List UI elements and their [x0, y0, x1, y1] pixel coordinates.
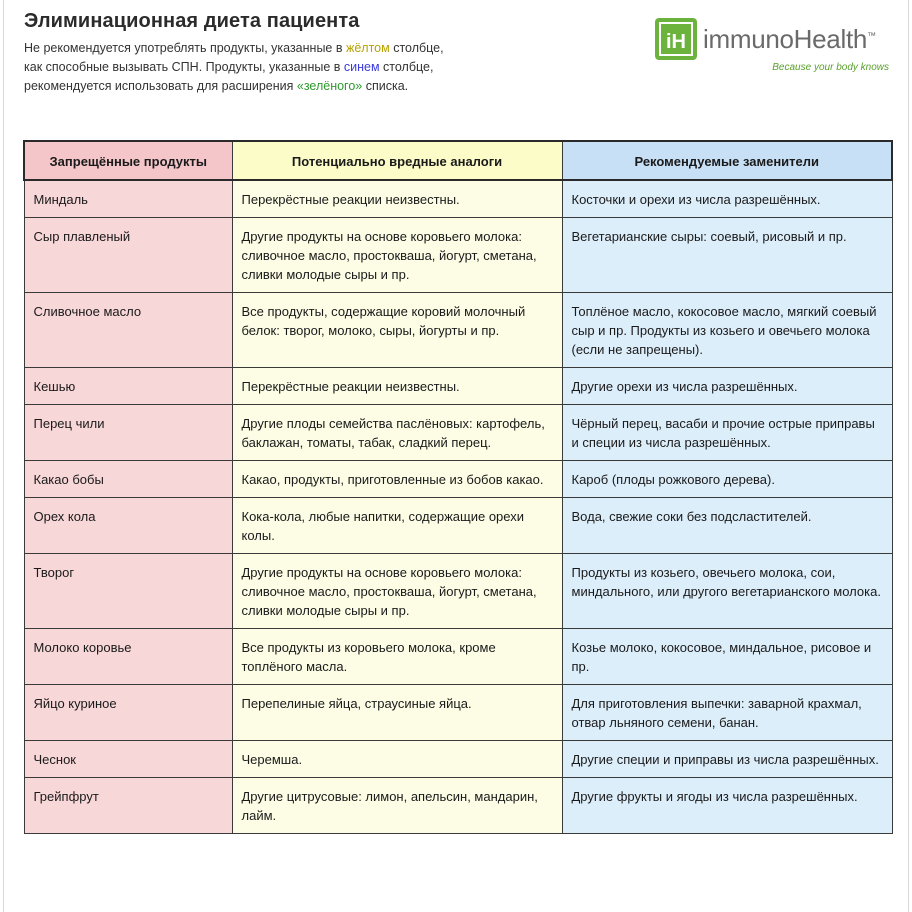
harmful-analog-cell: Другие плоды семейства паслёновых: картофель, баклажан, томаты, табак, сладкий перец.: [232, 405, 562, 461]
table-row: [24, 405, 892, 461]
harmful-analog-cell: Черемша.: [232, 741, 562, 778]
recommended-substitute-cell: Продукты из козьего, овечьего молока, сои, миндального, или другого вегетарианского молока.: [562, 554, 892, 629]
table-row: [24, 180, 892, 218]
harmful-analog-cell: Кока-кола, любые напитки, содержащие орехи колы.: [232, 498, 562, 554]
intro-line2-end: столбце,: [379, 60, 434, 74]
intro-text: [24, 39, 584, 96]
forbidden-product-cell: Миндаль: [24, 180, 232, 218]
table-row: [24, 368, 892, 405]
recommended-substitute-cell: Козье молоко, кокосовое, миндальное, рисовое и пр.: [562, 629, 892, 685]
immunohealth-logo: [655, 18, 895, 78]
recommended-substitute-cell: Вода, свежие соки без подсластителей.: [562, 498, 892, 554]
intro-line1-start: Не рекомендуется употреблять продукты, указанные в: [24, 41, 346, 55]
logo-tagline: Because your body knows: [772, 62, 889, 73]
harmful-analog-cell: Другие продукты на основе коровьего молока: сливочное масло, простокваша, йогурт, сметана, сливки молодые сыры и пр.: [232, 218, 562, 293]
harmful-analog-cell: Другие цитрусовые: лимон, апельсин, мандарин, лайм.: [232, 778, 562, 834]
logo-brand-name: [703, 24, 876, 55]
recommended-substitute-cell: Для приготовления выпечки: заварной крахмал, отвар льняного семени, банан.: [562, 685, 892, 741]
recommended-substitute-cell: Косточки и орехи из числа разрешённых.: [562, 180, 892, 218]
header-forbidden-products: Запрещённые продукты: [24, 141, 232, 180]
intro-line3-start: рекомендуется использовать для расширения: [24, 79, 297, 93]
harmful-analog-cell: Перепелиные яйца, страусиные яйца.: [232, 685, 562, 741]
harmful-analog-cell: Все продукты, содержащие коровий молочный белок: творог, молоко, сыры, йогурты и пр.: [232, 293, 562, 368]
forbidden-product-cell: Перец чили: [24, 405, 232, 461]
ih-logo-mark-icon: [655, 18, 697, 60]
forbidden-product-cell: Кешью: [24, 368, 232, 405]
table-row: [24, 685, 892, 741]
recommended-substitute-cell: Другие фрукты и ягоды из числа разрешённых.: [562, 778, 892, 834]
forbidden-product-cell: Творог: [24, 554, 232, 629]
intro-yellow-word: жёлтом: [345, 41, 390, 55]
elimination-diet-table: [23, 140, 893, 834]
intro-line1-end: столбце,: [389, 41, 444, 55]
recommended-substitute-cell: Кароб (плоды рожкового дерева).: [562, 461, 892, 498]
logo-mark-letters: iH: [666, 31, 686, 53]
table-row: [24, 778, 892, 834]
table-header-row: [24, 141, 892, 180]
logo-brand: immunoHealth: [703, 24, 868, 54]
recommended-substitute-cell: Другие специи и приправы из числа разрешённых.: [562, 741, 892, 778]
table-row: [24, 461, 892, 498]
recommended-substitute-cell: Вегетарианские сыры: соевый, рисовый и пр.: [562, 218, 892, 293]
header-recommended-substitutes: Рекомендуемые заменители: [562, 141, 892, 180]
table-row: [24, 629, 892, 685]
forbidden-product-cell: Какао бобы: [24, 461, 232, 498]
forbidden-product-cell: Орех кола: [24, 498, 232, 554]
recommended-substitute-cell: Топлёное масло, кокосовое масло, мягкий соевый сыр и пр. Продукты из козьего и овечьего молока (если не запрещены).: [562, 293, 892, 368]
recommended-substitute-cell: Чёрный перец, васаби и прочие острые приправы и специи из числа разрешённых.: [562, 405, 892, 461]
forbidden-product-cell: Молоко коровье: [24, 629, 232, 685]
forbidden-product-cell: Чеснок: [24, 741, 232, 778]
harmful-analog-cell: Другие продукты на основе коровьего молока: сливочное масло, простокваша, йогурт, сметана, сливки молодые сыры и пр.: [232, 554, 562, 629]
forbidden-product-cell: Грейпфрут: [24, 778, 232, 834]
table-row: [24, 554, 892, 629]
recommended-substitute-cell: Другие орехи из числа разрешённых.: [562, 368, 892, 405]
harmful-analog-cell: Перекрёстные реакции неизвестны.: [232, 368, 562, 405]
intro-line3-end: списка.: [362, 79, 409, 93]
intro-line2-start: как способные вызывать СПН. Продукты, указанные в: [24, 60, 344, 74]
forbidden-product-cell: Яйцо куриное: [24, 685, 232, 741]
table-row: [24, 218, 892, 293]
page-title: Элиминационная диета пациента: [24, 10, 360, 32]
logo-trademark: ™: [867, 30, 876, 41]
harmful-analog-cell: Все продукты из коровьего молока, кроме топлёного масла.: [232, 629, 562, 685]
header-harmful-analogs: Потенциально вредные аналоги: [232, 141, 562, 180]
harmful-analog-cell: Какао, продукты, приготовленные из бобов какао.: [232, 461, 562, 498]
intro-green-word: «зелёного»: [296, 79, 363, 93]
intro-blue-word: синем: [343, 60, 380, 74]
table-row: [24, 293, 892, 368]
page-header: [24, 10, 584, 96]
forbidden-product-cell: Сыр плавленый: [24, 218, 232, 293]
forbidden-product-cell: Сливочное масло: [24, 293, 232, 368]
table-row: [24, 741, 892, 778]
harmful-analog-cell: Перекрёстные реакции неизвестны.: [232, 180, 562, 218]
table-row: [24, 498, 892, 554]
